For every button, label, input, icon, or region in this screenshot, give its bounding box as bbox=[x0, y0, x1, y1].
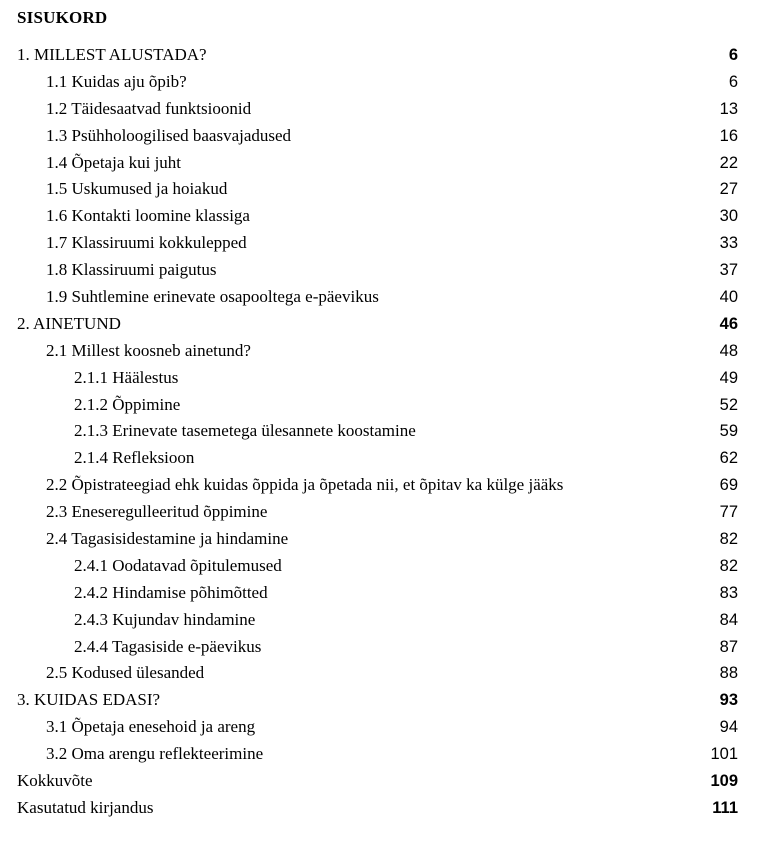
toc-entry[interactable] bbox=[0, 714, 782, 741]
toc-entry-page-number: 6 bbox=[728, 72, 738, 91]
toc-entry[interactable] bbox=[0, 741, 782, 768]
toc-entry-page-number: 16 bbox=[719, 126, 738, 145]
toc-entry-page-number: 88 bbox=[719, 664, 738, 683]
toc-entry-label: 3.2 Oma arengu reflekteerimine bbox=[46, 744, 264, 764]
toc-entry-label: 1.2 Täidesaatvad funktsioonid bbox=[46, 98, 252, 118]
toc-entry-page-number: 49 bbox=[719, 368, 738, 387]
toc-entry-page-number: 83 bbox=[719, 583, 738, 602]
toc-entry[interactable] bbox=[0, 634, 782, 661]
toc-entry-label: 2.4.1 Oodatavad õpitulemused bbox=[74, 555, 282, 575]
toc-entry-page-number: 27 bbox=[719, 180, 738, 199]
toc-entry-label: 2.5 Kodused ülesanded bbox=[46, 663, 205, 683]
toc-entry-label: 1.4 Õpetaja kui juht bbox=[46, 152, 182, 172]
toc-entry-label: 1.1 Kuidas aju õpib? bbox=[46, 71, 187, 91]
toc-entry[interactable] bbox=[0, 472, 782, 499]
toc-entry-page-number: 82 bbox=[719, 556, 738, 575]
toc-entry-label: 2.3 Eneseregulleeritud õppimine bbox=[46, 502, 268, 522]
toc-entry-label: 1.8 Klassiruumi paigutus bbox=[46, 260, 217, 280]
toc-entry-page-number: 52 bbox=[719, 395, 738, 414]
toc-entry[interactable] bbox=[0, 284, 782, 311]
toc-entry-page-number: 62 bbox=[719, 449, 738, 468]
toc-entry[interactable] bbox=[0, 795, 782, 822]
toc-entry[interactable] bbox=[0, 660, 782, 687]
toc-entry-label: 1.7 Klassiruumi kokkulepped bbox=[46, 233, 247, 253]
toc-entry-page-number: 13 bbox=[719, 99, 738, 118]
toc-entry-label: 2.1 Millest koosneb ainetund? bbox=[46, 340, 251, 360]
toc-entry[interactable] bbox=[0, 768, 782, 795]
toc-entry-label: 2.2 Õpistrateegiad ehk kuidas õppida ja õpetada nii, et õpitav ka külge jääks bbox=[46, 475, 564, 495]
toc-entry-label: 2.4.4 Tagasiside e-päevikus bbox=[74, 636, 262, 656]
toc-entry-label: 1. MILLEST ALUSTADA? bbox=[17, 45, 207, 64]
toc-entry-label: 2.4.2 Hindamise põhimõtted bbox=[74, 582, 268, 602]
toc-entry-page-number: 30 bbox=[719, 207, 738, 226]
toc-entry[interactable] bbox=[0, 42, 782, 69]
toc-entry-page-number: 111 bbox=[712, 798, 738, 817]
toc-entry[interactable] bbox=[0, 96, 782, 123]
toc-entry-page-number: 48 bbox=[719, 341, 738, 360]
toc-entry-label: 2.4.3 Kujundav hindamine bbox=[74, 609, 256, 629]
toc-entry[interactable] bbox=[0, 392, 782, 419]
toc-entry-label: Kasutatud kirjandus bbox=[17, 797, 154, 817]
toc-entry[interactable] bbox=[0, 580, 782, 607]
toc-entry-label: 1.5 Uskumused ja hoiakud bbox=[46, 179, 228, 199]
toc-entry[interactable] bbox=[0, 445, 782, 472]
toc-entry-label: 3.1 Õpetaja enesehoid ja areng bbox=[46, 717, 256, 737]
toc-entry[interactable] bbox=[0, 338, 782, 365]
toc-entry[interactable] bbox=[0, 553, 782, 580]
toc-entry[interactable] bbox=[0, 230, 782, 257]
toc-entry-page-number: 22 bbox=[719, 153, 738, 172]
toc-entry-page-number: 40 bbox=[719, 288, 738, 307]
toc-entry-page-number: 77 bbox=[719, 503, 738, 522]
toc-entry-page-number: 87 bbox=[719, 637, 738, 656]
toc-entry[interactable] bbox=[0, 123, 782, 150]
toc-entry-label: 2.4 Tagasisidestamine ja hindamine bbox=[46, 529, 289, 549]
toc-entry-page-number: 101 bbox=[710, 745, 738, 764]
toc-entry[interactable] bbox=[0, 257, 782, 284]
toc-entry-label: 1.3 Psühholoogilised baasvajadused bbox=[46, 125, 292, 145]
toc-entry-label: 2.1.3 Erinevate tasemetega ülesannete koostamine bbox=[74, 421, 416, 441]
toc-entry[interactable] bbox=[0, 176, 782, 203]
toc-entry[interactable] bbox=[0, 150, 782, 177]
toc-entry-page-number: 37 bbox=[719, 261, 738, 280]
toc-entry[interactable] bbox=[0, 526, 782, 553]
toc-entry[interactable] bbox=[0, 203, 782, 230]
toc-entry-page-number: 6 bbox=[728, 46, 738, 64]
toc-list bbox=[0, 42, 782, 822]
toc-entry-page-number: 46 bbox=[719, 314, 738, 333]
toc-entry-page-number: 94 bbox=[719, 718, 738, 737]
toc-entry-label: 2.1.1 Häälestus bbox=[74, 367, 179, 387]
toc-entry-page-number: 93 bbox=[719, 691, 738, 710]
toc-entry-label: 2. AINETUND bbox=[17, 313, 121, 333]
toc-entry[interactable] bbox=[0, 418, 782, 445]
toc-entry[interactable] bbox=[0, 69, 782, 96]
toc-entry-label: 3. KUIDAS EDASI? bbox=[17, 690, 161, 710]
toc-entry-label: 2.1.2 Õppimine bbox=[74, 394, 181, 414]
toc-entry[interactable] bbox=[0, 607, 782, 634]
toc-title: SISUKORD bbox=[17, 8, 108, 27]
toc-entry[interactable] bbox=[0, 365, 782, 392]
toc-entry[interactable] bbox=[0, 311, 782, 338]
toc-entry-page-number: 109 bbox=[710, 772, 738, 791]
toc-entry-label: 2.1.4 Refleksioon bbox=[74, 448, 195, 468]
toc-entry[interactable] bbox=[0, 687, 782, 714]
toc-entry-label: 1.9 Suhtlemine erinevate osapooltega e-päevikus bbox=[46, 287, 379, 307]
toc-entry-label: 1.6 Kontakti loomine klassiga bbox=[46, 206, 250, 226]
toc-entry-page-number: 59 bbox=[719, 422, 738, 441]
toc-entry-page-number: 69 bbox=[719, 476, 738, 495]
toc-entry-page-number: 84 bbox=[719, 610, 738, 629]
toc-entry-label: Kokkuvõte bbox=[17, 771, 93, 791]
toc-entry-page-number: 33 bbox=[719, 234, 738, 253]
toc-entry-page-number: 82 bbox=[719, 530, 738, 549]
toc-entry[interactable] bbox=[0, 499, 782, 526]
